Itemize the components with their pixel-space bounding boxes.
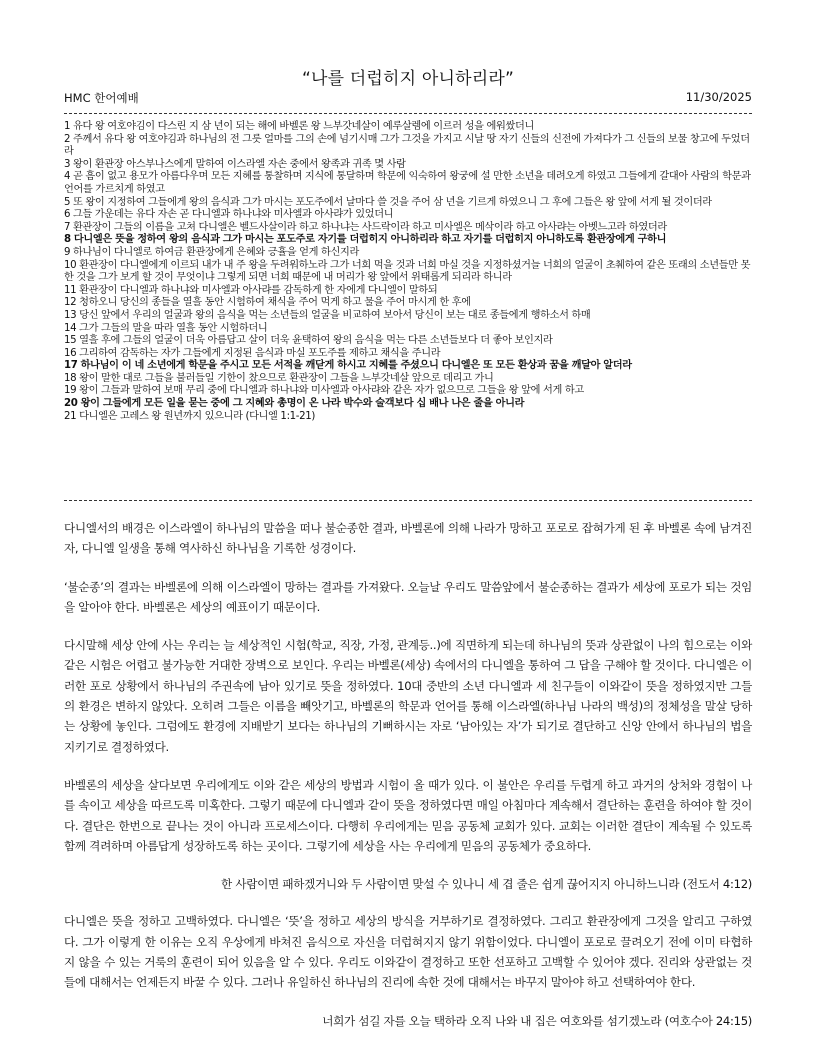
body-paragraph: 다시말해 세상 안에 사는 우리는 늘 세상적인 시험(학교, 직장, 가정, 관계등..)에 직면하게 되는데 하나님의 뜻과 상관없이 나의 힘으로는 이와같은 시험은 어렵고 불가능한 거대한 장벽으로 보인다. 우리는 바벨론(세상) 속에서의 다니엘을 통하여 그 답을 구해야 할 것이다. 다니엘은 이러한 포로 상황에서 하나님의 주권속에 남아 있기로 뜻을 정하였다. 10대 중반의 소년 다니엘과 세 친구들이 이와같이 뜻을 정하였지만 그들의 환경은 변하지 않았다. 오히려 그들은 이름을 빼앗기고, 바벨론의 학문과 언어를 통해 이스라엘(하나님 나라의 백성)의 정체성을 말살 당하는 상황에 놓인다. 그럼에도 환경에 지배받기 보다는 하나님의 기뻐하시는 자로 ‘남아있는 자’가 되기로 결단하고 신앙 안에서 하나님의 법을 지키기로 결정하였다. [64,638,752,754]
body-paragraph: 바벨론의 세상을 살다보면 우리에게도 이와 같은 세상의 방법과 시험이 올 때가 있다. 이 불안은 우리를 두렵게 하고 과거의 상처와 경험이 나를 속이고 세상을 따르도록 미혹한다. 그렇기 때문에 다니엘과 같이 뜻을 정하였다면 매일 아침마다 계속해서 결단하는 훈련을 하여야 할 것이다. 결단은 한번으로 끝나는 것이 아니라 프로세스이다. 다행히 우리에게는 믿음 공동체 교회가 있다. 교회는 이러한 결단이 계속될 수 있도록 함께 격려하며 아름답게 성장하도록 하는 곳이다. 그렇기에 세상을 사는 우리에게 믿음의 공동체가 중요하다. [64,777,752,853]
verse-7: 7 환관장이 그들의 이름을 고쳐 다니엘은 벨드사살이라 하고 하나냐는 사드락이라 하고 미사엘은 메삭이라 하고 아사랴는 아벳느고라 하였더라 [64,221,667,233]
verse-17: 17 하나님이 이 네 소년에게 학문을 주시고 모든 서적을 깨닫게 하시고 지혜를 주셨으니 다니엘은 또 모든 환상과 꿈을 깨달아 알더라 [64,360,632,372]
header-row [64,90,752,106]
verse-8: 8 다니엘은 뜻을 정하여 왕의 음식과 그가 마시는 포도주로 자기를 더럽히지 아니하리라 하고 자기를 더럽히지 아니하도록 환관장에게 구하니 [64,234,667,246]
verse-12: 12 청하오니 당신의 종들을 열흘 동안 시험하여 채식을 주어 먹게 하고 물을 주어 마시게 한 후에 [64,297,471,309]
verse-5: 5 또 왕이 지정하여 그들에게 왕의 음식과 그가 마시는 포도주에서 날마다 쓸 것을 주어 삼 년을 기르게 하였으니 그 후에 그들은 왕 앞에 서게 될 것이더라 [64,196,712,208]
verse-1: 1 유다 왕 여호야김이 다스린 지 삼 년이 되는 해에 바벨론 왕 느부갓네살이 예루살렘에 이르러 성을 에워쌌더니 [64,121,534,132]
verse-16: 16 그리하여 감독하는 자가 그들에게 지정된 음식과 마실 포도주를 제하고 채식을 주니라 [64,347,441,359]
verse-19: 19 왕이 그들과 말하여 보매 무리 중에 다니엘과 하나냐와 미사엘과 아사랴와 같은 자가 없으므로 그들을 왕 앞에 서게 하고 [64,385,584,397]
scripture-quote: 너희가 섬길 자를 오늘 택하라 오직 나와 내 집은 여호와를 섬기겠노라 (여호수아 24:15) [322,1013,752,1028]
verse-20: 20 왕이 그들에게 모든 일을 묻는 중에 그 지혜와 총명이 온 나라 박수와 술객보다 십 배나 나은 줄을 아니라 [64,398,525,410]
verse-3: 3 왕이 환관장 아스부나스에게 말하여 이스라엘 자손 중에서 왕족과 귀족 몇 사람 [64,158,406,170]
verse-13: 13 당신 앞에서 우리의 얼굴과 왕의 음식을 먹는 소년들의 얼굴을 비교하여 보아서 당신이 보는 대로 종들에게 행하소서 하매 [64,309,591,321]
verse-11: 11 환관장이 다니엘과 하나냐와 미사엘과 아사랴를 감독하게 한 자에게 다니엘이 말하되 [64,284,438,296]
verse-14: 14 그가 그들의 말을 따라 열흘 동안 시험하더니 [64,322,268,334]
body-paragraph: 다니엘은 뜻을 정하고 고백하였다. 다니엘은 ‘뜻’을 정하고 세상의 방식을 거부하기로 결정하였다. 그리고 환관장에게 그것을 알리고 구하였다. 그가 이렇게 한 이유는 오직 우상에게 바쳐진 음식으로 자신을 더럽혀지지 않기 위함이었다. 다니엘이 포로로 끌려오기 전에 이미 타협하지 않을 수 있는 거룩의 훈련이 되어 있음을 알 수 있다. 우리도 이와같이 결정하고 또한 선포하고 고백할 수 있어야 겠다. 진리와 상관없는 것들에 대해서는 언제든지 바꿀 수 있다. 그러나 유일하신 하나님의 진리에 속한 것에 대해서는 바꾸지 말아야 하고 선택하여야 한다. [64,914,752,990]
passage-divider [64,500,752,501]
scripture-passage [64,121,752,423]
verse-15: 15 열흘 후에 그들의 얼굴이 더욱 아름답고 살이 더욱 윤택하여 왕의 음식을 먹는 다른 소년들보다 더 좋아 보인지라 [64,335,553,347]
scripture-quote: 한 사람이면 패하겠거니와 두 사람이면 맞설 수 있나니 세 겹 줄은 쉽게 끊어지지 아니하느니라 (전도서 4:12) [221,877,752,892]
sermon-body [64,518,752,1048]
verse-18: 18 왕이 말한 대로 그들을 불러들일 기한이 찼으므로 환관장이 그들을 느부갓네살 앞으로 데리고 가니 [64,372,494,384]
verse-10: 10 환관장이 다니엘에게 이르되 내가 내 주 왕을 두려워하노라 그가 너희 먹을 것과 너희 마실 것을 지정하셨거늘 너희의 얼굴이 초췌하여 같은 또래의 소년들만 못한 것을 그가 보게 할 것이 무엇이냐 그렇게 되면 너희 때문에 내 머리가 왕 앞에서 위태롭게 되리라 하니라 [64,259,751,284]
verse-21: 21 다니엘은 고레스 왕 원년까지 있으니라 (다니엘 1:1-21) [64,410,315,422]
body-paragraph: ‘불순종’의 결과는 바벨론에 의해 이스라엘이 망하는 결과를 가져왔다. 오늘날 우리도 말씀앞에서 불순종하는 결과가 세상에 포로가 되는 것임을 알아야 한다. 바벨론은 세상의 예표이기 때문이다. [64,579,752,614]
body-paragraph: 다니엘서의 배경은 이스라엘이 하나님의 말씀을 떠나 불순종한 결과, 바벨론에 의해 나라가 망하고 포로로 잡혀가게 된 후 바벨론 속에 남겨진 자, 다니엘 일생을 통해 역사하신 하나님을 기록한 성경이다. [64,521,752,556]
verse-9: 9 하나님이 다니엘로 하여금 환관장에게 은혜와 긍휼을 얻게 하신지라 [64,246,359,258]
top-divider [64,113,752,114]
service-date: 11/30/2025 [685,90,752,104]
verse-2: 2 주께서 유다 왕 여호야김과 하나님의 전 그릇 얼마를 그의 손에 넘기시매 그가 그것을 가지고 시날 땅 자기 신들의 신전에 가져다가 그 신들의 보물 창고에 두었더라 [64,133,750,158]
church-service-name: HMC 한어예배 [64,91,139,105]
verse-6: 6 그들 가운데는 유다 자손 곧 다니엘과 하나냐와 미사엘과 아사랴가 있었더니 [64,209,394,221]
document-title: “나를 더럽히지 아니하리라” [301,69,515,89]
verse-4: 4 곧 흠이 없고 용모가 아름다우며 모든 지혜를 통찰하며 지식에 통달하며 학문에 익숙하여 왕궁에 설 만한 소년을 데려오게 하였고 그들에게 갈대아 사람의 학문과 언어를 가르치게 하였고 [64,171,751,195]
